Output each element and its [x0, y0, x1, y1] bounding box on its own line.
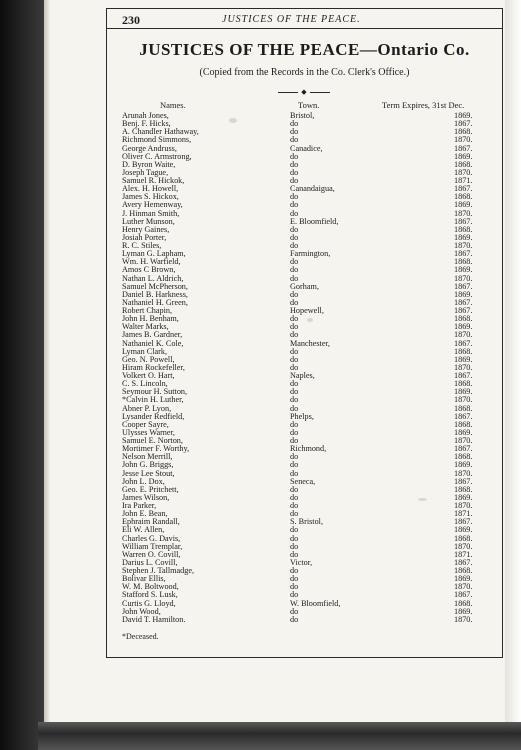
- town-name: do: [290, 289, 299, 299]
- term-expires: 1867.: [454, 371, 473, 380]
- town-name: do: [290, 549, 299, 559]
- town-name: do: [290, 151, 299, 161]
- term-expires: 1867.: [454, 249, 473, 259]
- town-name: do: [290, 200, 299, 210]
- justice-name: A. Chandler Hathaway,: [122, 127, 199, 137]
- justice-name: Ira Parker,: [122, 501, 157, 510]
- footnote: *Deceased.: [122, 632, 159, 641]
- term-expires: 1867.: [454, 184, 473, 194]
- column-header-names: Names.: [160, 100, 186, 110]
- justice-name: Richmond Simmons,: [122, 135, 192, 145]
- table-row: [106, 600, 503, 608]
- justice-name: Henry Gaines,: [122, 224, 170, 234]
- running-head: [112, 10, 497, 28]
- justice-name: Alex. H. Howell,: [122, 184, 179, 194]
- justice-name: J. Hinman Smith,: [122, 208, 180, 218]
- justice-name: Mortimer F. Worthy,: [122, 444, 190, 454]
- justice-name: Walter Marks,: [122, 322, 169, 332]
- term-expires: 1867.: [454, 590, 473, 600]
- town-name: do: [290, 379, 299, 389]
- town-name: do: [290, 419, 299, 429]
- page-bottom-shadow: [38, 722, 521, 750]
- town-name: do: [290, 484, 299, 494]
- justice-name: Nathaniel K. Cole,: [122, 338, 184, 348]
- term-expires: 1870.: [454, 582, 473, 592]
- term-expires: 1869.: [454, 387, 473, 397]
- term-expires: 1868.: [454, 533, 473, 543]
- town-name: do: [290, 427, 299, 437]
- justice-name: Avery Hemenway,: [122, 200, 183, 210]
- town-name: do: [290, 468, 299, 478]
- column-header-town: Town.: [298, 100, 320, 110]
- term-expires: 1868.: [454, 379, 473, 389]
- justice-name: Nathaniel H. Green,: [122, 297, 188, 307]
- town-name: do: [290, 127, 299, 137]
- term-expires: 1869.: [454, 525, 473, 535]
- town-name: do: [290, 590, 299, 600]
- running-title: JUSTICES OF THE PEACE.: [222, 14, 361, 25]
- term-expires: 1868.: [454, 403, 473, 413]
- term-expires: 1867.: [454, 281, 473, 291]
- justice-name: Stafford S. Lusk,: [122, 590, 178, 600]
- ornament-divider: [276, 88, 332, 96]
- town-name: do: [290, 314, 299, 324]
- justice-name: Josiah Porter,: [122, 232, 167, 242]
- town-name: Phelps,: [290, 411, 314, 421]
- justice-name: R. C. Stiles,: [122, 241, 162, 250]
- town-name: do: [290, 322, 299, 332]
- term-expires: 1867.: [454, 557, 473, 567]
- header-rule: [106, 28, 503, 29]
- term-expires: 1868.: [454, 598, 473, 608]
- justice-name: John L. Dox,: [122, 476, 165, 486]
- column-header-term: Term Expires, 31st Dec.: [382, 100, 465, 110]
- term-expires: 1868.: [454, 192, 473, 202]
- term-expires: 1869.: [454, 232, 473, 242]
- town-name: Gorham,: [290, 281, 319, 291]
- justice-name: Seymour H. Sutton,: [122, 387, 188, 397]
- book-binding: [0, 0, 44, 750]
- justice-name: Abner P. Lyon,: [122, 403, 172, 413]
- term-expires: 1868.: [454, 314, 473, 324]
- justice-name: Wm. H. Warfield,: [122, 257, 181, 267]
- justice-name: Eli W. Allen,: [122, 525, 165, 535]
- town-name: do: [290, 192, 299, 202]
- term-expires: 1867.: [454, 338, 473, 348]
- justice-name: Geo. E. Pritchett,: [122, 484, 179, 494]
- town-name: do: [290, 501, 299, 510]
- town-name: do: [290, 606, 299, 616]
- town-name: do: [290, 395, 299, 405]
- justice-name: Lyman Clark,: [122, 346, 168, 356]
- justice-name: D. Byron Waite,: [122, 159, 176, 169]
- page-number: 230: [122, 13, 140, 27]
- town-name: Victor,: [290, 557, 313, 567]
- term-expires: 1871.: [454, 549, 473, 559]
- justice-name: David T. Hamilton.: [122, 614, 186, 624]
- town-name: do: [290, 509, 299, 519]
- term-expires: 1868.: [454, 127, 473, 137]
- town-name: do: [290, 346, 299, 356]
- term-expires: 1870.: [454, 208, 473, 218]
- town-name: Richmond,: [290, 444, 327, 454]
- term-expires: 1870.: [454, 167, 473, 177]
- page-title: JUSTICES OF THE PEACE—Ontario Co.: [139, 40, 470, 59]
- justice-name: Nelson Merrill,: [122, 452, 173, 462]
- town-name: do: [290, 436, 299, 445]
- town-name: do: [290, 492, 299, 502]
- term-expires: 1869.: [454, 200, 473, 210]
- term-expires: 1868.: [454, 452, 473, 462]
- justice-name: Darius L. Covill,: [122, 557, 178, 567]
- justice-name: Ephraim Randall,: [122, 517, 180, 527]
- term-expires: 1867.: [454, 476, 473, 486]
- justice-name: Geo. N. Powell,: [122, 354, 175, 364]
- term-expires: 1869.: [454, 460, 473, 470]
- justice-name: Amos C Brown,: [122, 265, 176, 275]
- town-name: do: [290, 241, 299, 250]
- town-name: Naples,: [290, 371, 315, 380]
- term-expires: 1870.: [454, 135, 473, 145]
- term-expires: 1869.: [454, 427, 473, 437]
- justice-name: Bolivar Ellis,: [122, 574, 166, 584]
- term-expires: 1871.: [454, 509, 473, 519]
- justice-name: Lysander Redfield,: [122, 411, 185, 421]
- town-name: do: [290, 566, 299, 575]
- justices-table: [106, 112, 503, 624]
- page-subtitle: (Copied from the Records in the Co. Clerk's Office.): [199, 67, 410, 78]
- term-expires: 1868.: [454, 419, 473, 429]
- term-expires: 1869.: [454, 151, 473, 161]
- justice-name: Samuel R. Hickok,: [122, 176, 185, 185]
- justice-name: Oliver C. Armstrong,: [122, 151, 192, 161]
- justice-name: Stephen J. Tallmadge,: [122, 566, 195, 575]
- term-expires: 1870.: [454, 614, 473, 624]
- term-expires: 1870.: [454, 330, 473, 340]
- justice-name: James Wilson,: [122, 492, 170, 502]
- justice-name: Cooper Sayre,: [122, 419, 169, 429]
- town-name: Canandaigua,: [290, 184, 335, 194]
- town-name: do: [290, 452, 299, 462]
- town-name: do: [290, 176, 299, 185]
- town-name: do: [290, 533, 299, 543]
- term-expires: 1868.: [454, 484, 473, 494]
- town-name: E. Bloomfield,: [290, 216, 339, 226]
- term-expires: 1867.: [454, 444, 473, 454]
- table-row: [106, 494, 503, 502]
- justice-name: James B. Gardner,: [122, 330, 183, 340]
- justice-name: Samuel McPherson,: [122, 281, 188, 291]
- town-name: do: [290, 208, 299, 218]
- town-name: do: [290, 273, 299, 283]
- town-name: do: [290, 159, 299, 169]
- term-expires: 1870.: [454, 241, 473, 250]
- term-expires: 1867.: [454, 517, 473, 527]
- justice-name: Joseph Tague,: [122, 167, 169, 177]
- town-name: do: [290, 167, 299, 177]
- justice-name: Volkert O. Hart,: [122, 371, 175, 380]
- term-expires: 1867.: [454, 411, 473, 421]
- table-row: [106, 518, 503, 526]
- term-expires: 1869.: [454, 574, 473, 584]
- term-expires: 1867.: [454, 306, 473, 315]
- term-expires: 1870.: [454, 436, 473, 445]
- justice-name: John G. Briggs,: [122, 460, 174, 470]
- term-expires: 1868.: [454, 566, 473, 575]
- justice-name: W. M. Boltwood,: [122, 582, 179, 592]
- town-name: do: [290, 403, 299, 413]
- justice-name: Ulysses Warner,: [122, 427, 175, 437]
- term-expires: 1869.: [454, 289, 473, 299]
- town-name: do: [290, 582, 299, 592]
- town-name: do: [290, 265, 299, 275]
- justice-name: Warren O. Covill,: [122, 549, 181, 559]
- town-name: do: [290, 460, 299, 470]
- justice-name: Nathan L. Aldrich,: [122, 273, 184, 283]
- term-expires: 1869.: [454, 606, 473, 616]
- town-name: S. Bristol,: [290, 517, 323, 527]
- town-name: do: [290, 257, 299, 267]
- town-name: do: [290, 574, 299, 584]
- justice-name: Arunah Jones,: [122, 111, 169, 120]
- term-expires: 1867.: [454, 119, 473, 129]
- term-expires: 1870.: [454, 395, 473, 405]
- justice-name: Robert Chapin,: [122, 306, 173, 315]
- town-name: do: [290, 297, 299, 307]
- town-name: do: [290, 232, 299, 242]
- justice-name: *Calvin H. Luther,: [122, 395, 184, 405]
- town-name: do: [290, 614, 299, 624]
- town-name: Farmington,: [290, 249, 331, 259]
- term-expires: 1869.: [454, 111, 473, 120]
- term-expires: 1868.: [454, 224, 473, 234]
- justice-name: Hiram Rockefeller,: [122, 362, 185, 372]
- term-expires: 1870.: [454, 362, 473, 372]
- term-expires: 1870.: [454, 541, 473, 551]
- justice-name: John Wood,: [122, 606, 161, 616]
- justice-name: John E. Bean,: [122, 509, 168, 519]
- term-expires: 1868.: [454, 346, 473, 356]
- term-expires: 1868.: [454, 159, 473, 169]
- term-expires: 1867.: [454, 297, 473, 307]
- table-row: [106, 234, 503, 242]
- table-row: [106, 616, 503, 624]
- justice-name: Luther Munson,: [122, 216, 175, 226]
- justice-name: John H. Benham,: [122, 314, 179, 324]
- town-name: Bristol,: [290, 111, 315, 120]
- town-name: W. Bloomfield,: [290, 598, 341, 608]
- justice-name: Lyman G. Lapham,: [122, 249, 186, 259]
- justice-name: Jesse Lee Stout,: [122, 468, 175, 478]
- term-expires: 1870.: [454, 501, 473, 510]
- term-expires: 1870.: [454, 273, 473, 283]
- town-name: do: [290, 525, 299, 535]
- town-name: do: [290, 119, 299, 129]
- term-expires: 1869.: [454, 492, 473, 502]
- town-name: do: [290, 387, 299, 397]
- town-name: do: [290, 541, 299, 551]
- ornament-glyph: ◆: [301, 88, 307, 96]
- town-name: Canadice,: [290, 143, 323, 153]
- term-expires: 1868.: [454, 257, 473, 267]
- justice-name: George Andruss,: [122, 143, 177, 153]
- term-expires: 1867.: [454, 216, 473, 226]
- justice-name: Charles G. Davis,: [122, 533, 181, 543]
- town-name: Hopewell,: [290, 306, 324, 315]
- term-expires: 1871.: [454, 176, 473, 185]
- justice-name: Daniel B. Harkness,: [122, 289, 188, 299]
- page-edge: [505, 0, 521, 722]
- term-expires: 1870.: [454, 468, 473, 478]
- term-expires: 1869.: [454, 265, 473, 275]
- town-name: Manchester,: [290, 338, 330, 348]
- justice-name: C. S. Lincoln,: [122, 379, 168, 389]
- town-name: Seneca,: [290, 476, 316, 486]
- justice-name: Benj. F. Hicks,: [122, 119, 171, 129]
- justice-name: Samuel E. Norton,: [122, 436, 183, 445]
- term-expires: 1869.: [454, 354, 473, 364]
- town-name: do: [290, 224, 299, 234]
- justice-name: William Tremplar,: [122, 541, 183, 551]
- term-expires: 1867.: [454, 143, 473, 153]
- town-name: do: [290, 362, 299, 372]
- town-name: do: [290, 135, 299, 145]
- justice-name: James S. Hickox,: [122, 192, 179, 202]
- town-name: do: [290, 330, 299, 340]
- term-expires: 1869.: [454, 322, 473, 332]
- town-name: do: [290, 354, 299, 364]
- justice-name: Curtis G. Lloyd,: [122, 598, 176, 608]
